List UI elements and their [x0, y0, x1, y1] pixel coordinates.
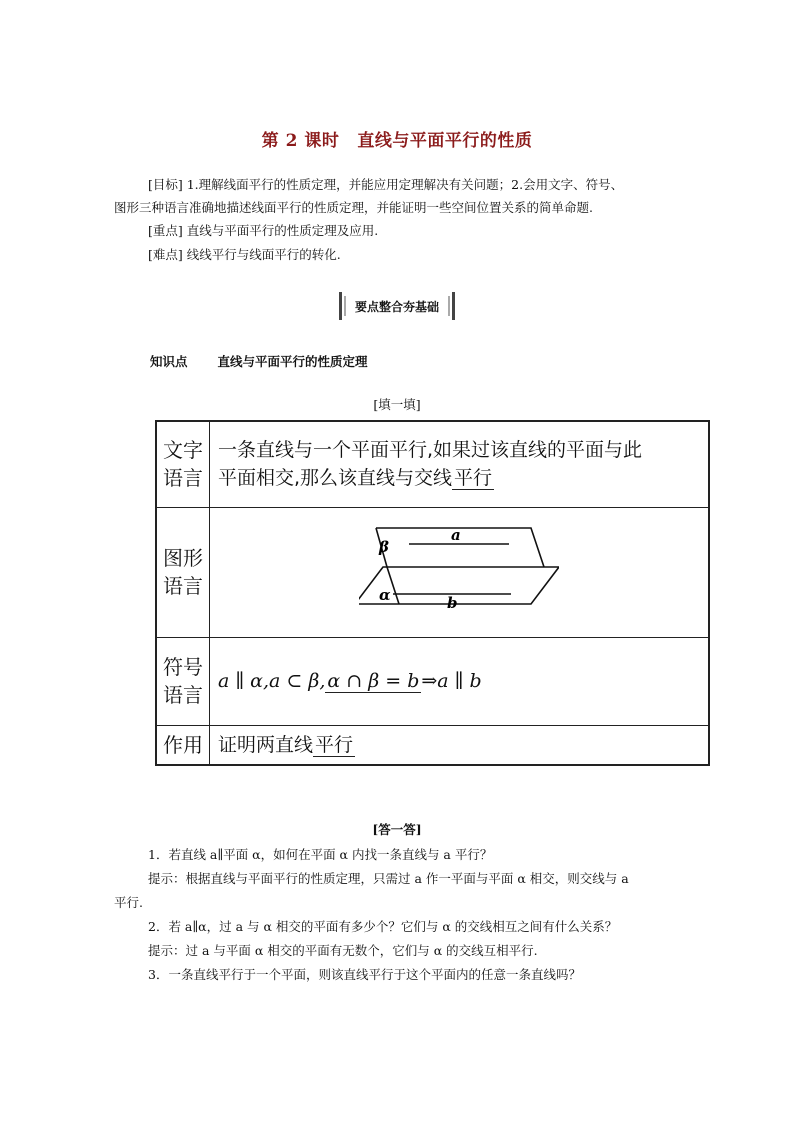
label-b: b	[447, 594, 458, 612]
question-3: 3．一条直线平行于一个平面，则该直线平行于这个平面内的任意一条直线吗？	[148, 967, 581, 982]
row-content-text-language	[210, 421, 710, 507]
row-label-graphic-language: 图形 语言	[156, 507, 210, 637]
row-label-symbol-language: 符号 语言	[156, 637, 210, 725]
label-beta: β	[379, 538, 389, 556]
row-content-graphic-language	[210, 507, 710, 637]
knowledge-point-title: 直线与平面平行的性质定理	[217, 354, 368, 369]
goal-key-point: [重点] 直线与平面平行的性质定理及应用.	[148, 223, 379, 238]
answer-1-line1: 提示：根据直线与平面平行的性质定理，只需过 a 作一平面与平面 α 相交，则交线与 a	[148, 871, 629, 886]
fill-in-heading: [填一填]	[373, 397, 421, 412]
usage-text: 证明两直线	[218, 733, 314, 756]
theorem-table	[155, 420, 710, 766]
table-row-symbol-language	[156, 637, 709, 725]
goal-target-line1: [目标] 1.理解线面平行的性质定理，并能应用定理解决有关问题；2.会用文字、符号、	[148, 177, 624, 192]
goal-difficulty: [难点] 线线平行与线面平行的转化.	[148, 247, 341, 262]
formula-conclusion: ⇒a ∥ b	[421, 670, 482, 692]
theorem-text-line2: 平面相交,那么该直线与交线	[218, 467, 453, 490]
section-banner	[0, 292, 794, 320]
answer-1-line2: 平行.	[114, 895, 143, 910]
table-row-text-language	[156, 421, 709, 507]
theorem-text-line1: 一条直线与一个平面平行,如果过该直线的平面与此	[218, 439, 643, 462]
plane-diagram	[359, 522, 559, 614]
answer-heading: [答一答]	[372, 822, 422, 837]
usage-blank-answer: 平行	[315, 733, 354, 756]
title-topic: 直线与平面平行的性质	[357, 131, 533, 151]
formula-premise: a ∥ α,a ⊂ β,	[218, 670, 326, 692]
table-row-graphic-language	[156, 507, 709, 637]
knowledge-point-label: 知识点	[150, 354, 188, 369]
section-banner-text: 要点整合夯基础	[354, 300, 439, 314]
title-lesson-number: 第 2 课时	[261, 131, 340, 151]
label-a: a	[451, 526, 461, 544]
answer-2: 提示：过 a 与平面 α 相交的平面有无数个，它们与 α 的交线互相平行.	[148, 943, 538, 958]
question-1: 1．若直线 a∥平面 α，如何在平面 α 内找一条直线与 a 平行？	[148, 847, 493, 862]
goal-target-line2: 图形三种语言准确地描述线面平行的性质定理，并能证明一些空间位置关系的简单命题.	[114, 200, 593, 215]
row-content-usage	[210, 725, 710, 765]
label-alpha: α	[379, 586, 391, 604]
row-content-symbol-language	[210, 637, 710, 725]
page-title	[0, 126, 794, 151]
formula-blank-answer: α ∩ β = b	[327, 670, 420, 692]
question-2: 2．若 a∥α，过 a 与 α 相交的平面有多少个？它们与 α 的交线相互之间有什么关系？	[148, 919, 618, 934]
table-row-usage	[156, 725, 709, 765]
theorem-blank-answer: 平行	[454, 467, 493, 490]
row-label-usage: 作用	[156, 725, 210, 765]
row-label-text-language: 文字 语言	[156, 421, 210, 507]
knowledge-point-heading	[150, 352, 368, 370]
